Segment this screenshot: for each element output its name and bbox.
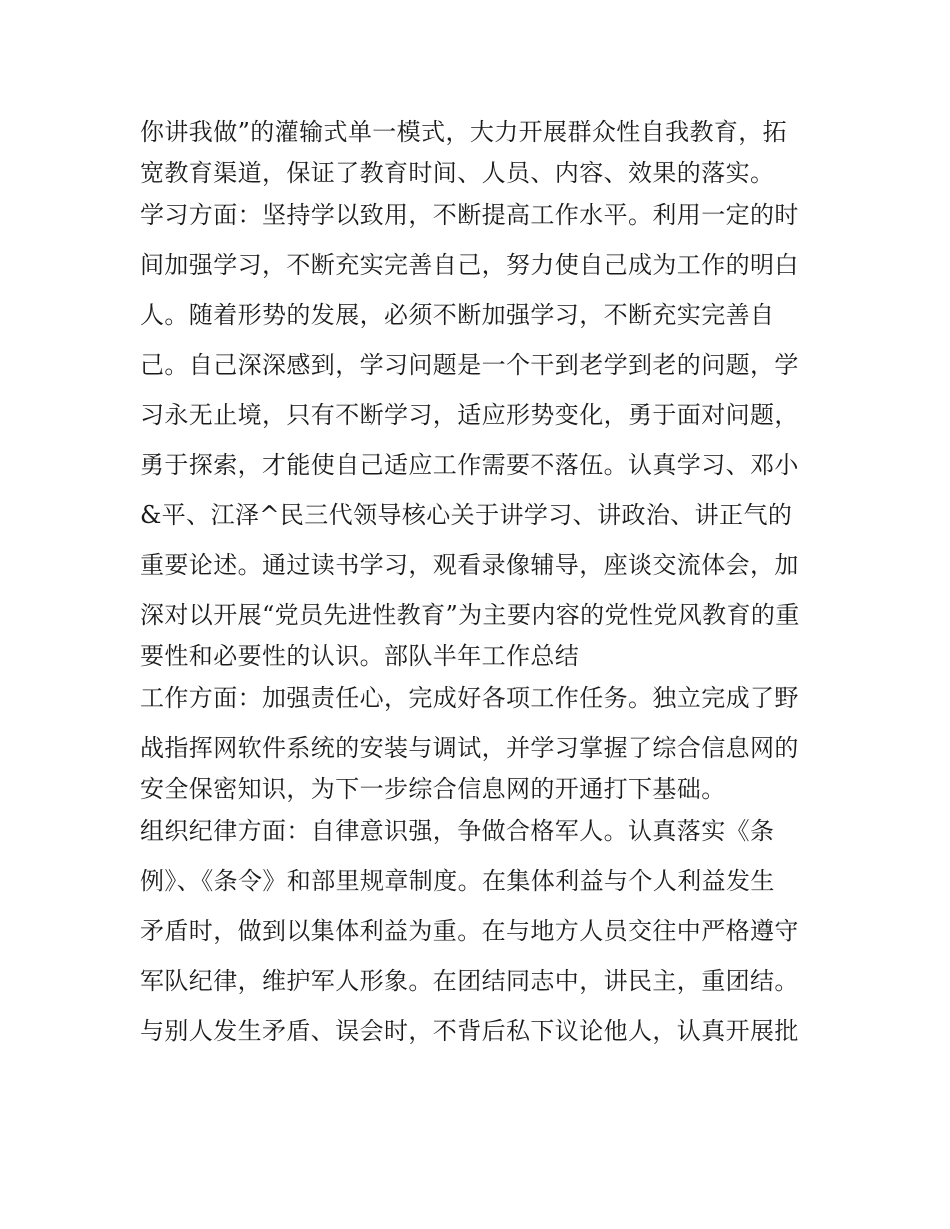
text-line: &平、江泽^民三代领导核心关于讲学习、讲政治、讲正气的 [140, 501, 793, 529]
text-line: 学习方面：坚持学以致用，不断提高工作水平。利用一定的时 [140, 201, 799, 229]
text-line: 例》、《条令》和部里规章制度。在集体利益与个人利益发生 [140, 867, 775, 895]
text-line: 工作方面：加强责任心，完成好各项工作任务。独立完成了野 [140, 684, 799, 712]
text-line: 要性和必要性的认识。部队半年工作总结 [140, 642, 580, 670]
text-line: 安全保密知识，为下一步综合信息网的开通打下基础。 [140, 775, 726, 803]
document-body [140, 107, 820, 1056]
text-line: 重要论述。通过读书学习，观看录像辅导，座谈交流体会，加 [140, 551, 799, 579]
text-line: 习永无止境，只有不断学习，适应形势变化，勇于面对问题， [140, 401, 799, 429]
text-line: 组织纪律方面：自律意识强，争做合格军人。认真落实《条 [140, 817, 775, 845]
text-line: 矛盾时，做到以集体利益为重。在与地方人员交往中严格遵守 [140, 917, 799, 945]
text-line: 己。自己深深感到，学习问题是一个干到老学到老的问题，学 [140, 351, 799, 379]
text-line: 勇于探索，才能使自己适应工作需要不落伍。认真学习、邓小 [140, 451, 799, 479]
text-line: 军队纪律，维护军人形象。在团结同志中，讲民主，重团结。 [140, 967, 799, 995]
text-line: 宽教育渠道，保证了教育时间、人员、内容、效果的落实。 [140, 159, 775, 187]
text-line: 与别人发生矛盾、误会时，不背后私下议论他人，认真开展批 [140, 1017, 799, 1045]
text-line: 你讲我做”的灌输式单一模式，大力开展群众性自我教育，拓 [140, 118, 788, 146]
text-line: 间加强学习，不断充实完善自己，努力使自己成为工作的明白 [140, 251, 799, 279]
text-line: 深对以开展“党员先进性教育”为主要内容的党性党风教育的重 [140, 601, 800, 629]
text-line: 战指挥网软件系统的安装与调试，并学习掌握了综合信息网的 [140, 734, 799, 762]
text-line: 人。随着形势的发展，必须不断加强学习，不断充实完善自 [140, 301, 775, 329]
